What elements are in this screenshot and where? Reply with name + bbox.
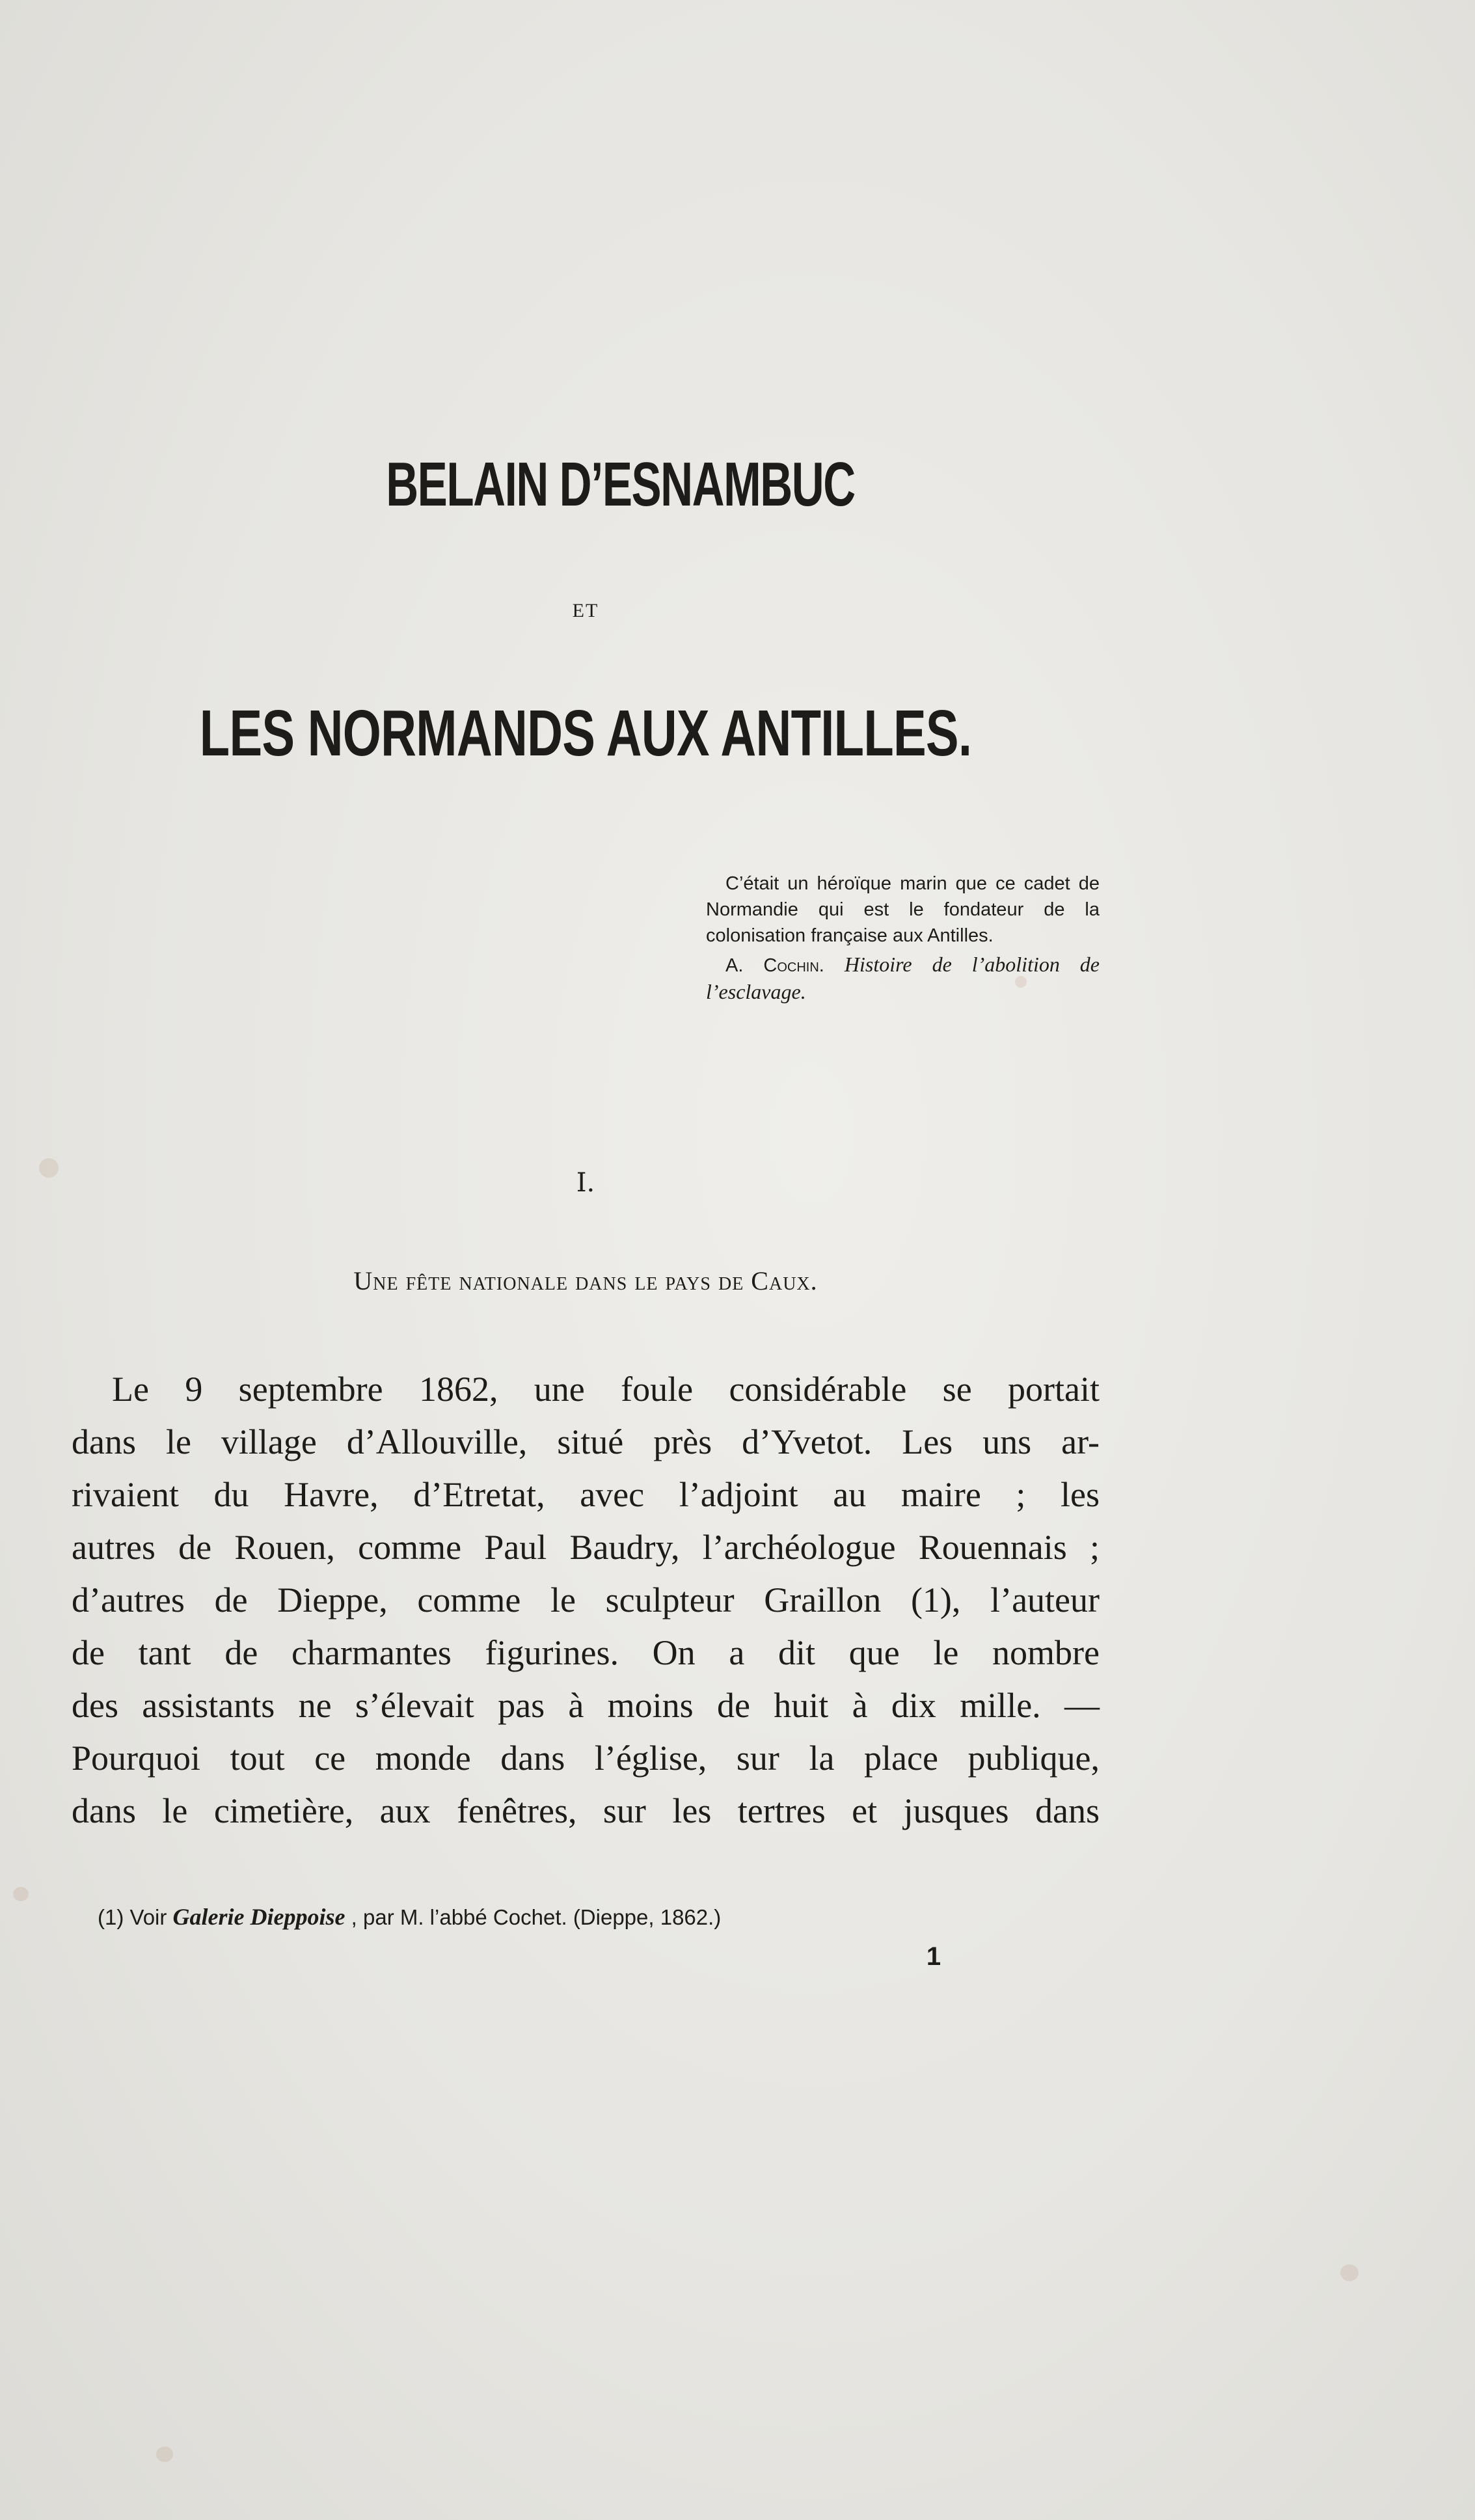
foxing-spot bbox=[13, 1887, 29, 1901]
section-title: Une fête nationale dans le pays de Caux. bbox=[353, 1266, 818, 1295]
foxing-spot bbox=[1340, 2264, 1359, 2281]
footnote-prefix: (1) Voir bbox=[98, 1905, 167, 1929]
foxing-spot bbox=[39, 1158, 59, 1178]
footnote bbox=[98, 1903, 1008, 1931]
subtitle: LES NORMANDS AUX ANTILLES. bbox=[199, 697, 972, 770]
body-line: des assistants ne s’élevait pas à moins de huit à dix mille. — bbox=[72, 1686, 1100, 1725]
main-title: BELAIN D’ESNAMBUC bbox=[386, 450, 855, 519]
body-line: Le 9 septembre 1862, une foule considérable se portait bbox=[112, 1370, 1100, 1409]
body-line: d’autres de Dieppe, comme le sculpteur Graillon (1), l’auteur bbox=[72, 1580, 1100, 1619]
body-line: dans le cimetière, aux fenêtres, sur les tertres et jusques dans bbox=[72, 1791, 1100, 1830]
body-line: Pourquoi tout ce monde dans l’église, sur la place publique, bbox=[72, 1739, 1100, 1778]
footnote-work: Galerie Dieppoise bbox=[172, 1904, 345, 1930]
epigraph-quote: C’était un héroïque marin que ce cadet de Normandie qui est le fondateur de la colonisation française aux Antilles. bbox=[706, 873, 1100, 946]
body-line: rivaient du Havre, d’Etretat, avec l’adjoint au maire ; les bbox=[72, 1475, 1100, 1514]
body-line: dans le village d’Allouville, situé près d’Yvetot. Les uns ar- bbox=[72, 1422, 1100, 1461]
epigraph-author: A. Cochin. bbox=[725, 955, 824, 976]
body-line: de tant de charmantes figurines. On a dit que le nombre bbox=[72, 1633, 1100, 1672]
epigraph bbox=[706, 871, 1100, 1006]
epigraph-attribution bbox=[706, 951, 1100, 1006]
title-conjunction: ET bbox=[572, 600, 599, 621]
page-number: 1 bbox=[926, 1942, 941, 1971]
body-paragraph bbox=[72, 1363, 1100, 1837]
section-number: I. bbox=[576, 1168, 595, 1198]
footnote-suffix: , par M. l’abbé Cochet. (Dieppe, 1862.) bbox=[351, 1905, 722, 1929]
body-line: autres de Rouen, comme Paul Baudry, l’archéologue Rouennais ; bbox=[72, 1528, 1100, 1567]
foxing-spot bbox=[156, 2446, 173, 2462]
epigraph-work: Histoire de l’abolition de l’esclavage. bbox=[706, 953, 1100, 1003]
